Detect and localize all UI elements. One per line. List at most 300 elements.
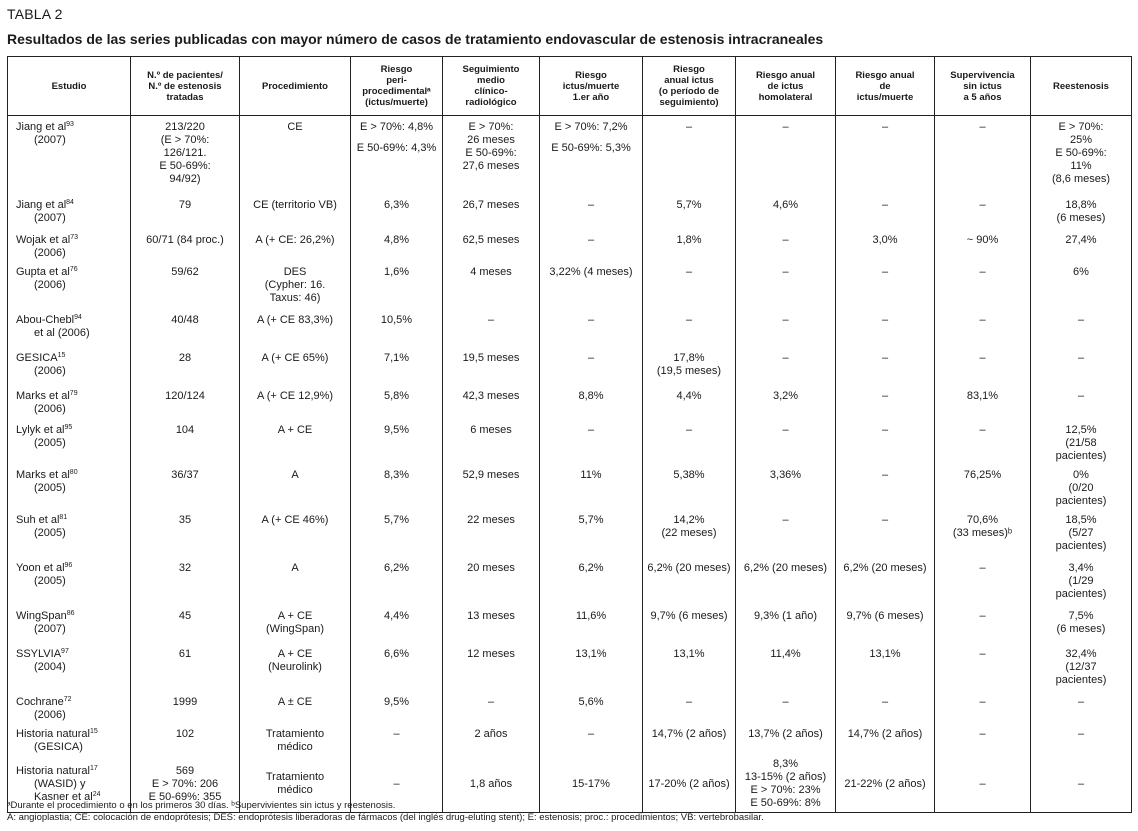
cell-restenosis xyxy=(1031,464,1132,509)
cell-annual-stroke-risk xyxy=(643,723,736,757)
header-line: medio xyxy=(477,75,505,86)
cell-annual-stroke-death-risk xyxy=(836,557,935,605)
cell-periprocedural-risk xyxy=(351,194,443,229)
cell-line: 27,4% xyxy=(1065,233,1097,246)
cell-risk-first-year xyxy=(540,309,643,347)
cell-annual-stroke-death-risk xyxy=(836,261,935,309)
cell-annual-stroke-risk xyxy=(643,691,736,723)
study-line xyxy=(16,514,127,527)
study-line xyxy=(16,623,127,636)
header-procedure xyxy=(240,57,351,116)
cell-line: (8,6 meses) xyxy=(1051,173,1111,185)
cell-line: 4 meses xyxy=(470,265,512,278)
cell-study xyxy=(8,309,131,347)
table-row xyxy=(8,309,1132,347)
cell-line: – xyxy=(979,647,986,660)
table-row xyxy=(8,385,1132,419)
cell-line: 60/71 (84 proc.) xyxy=(146,233,224,246)
cell-line: 569 xyxy=(175,764,195,777)
cell-procedure xyxy=(240,261,351,309)
cell-annual-stroke-risk xyxy=(643,347,736,385)
cell-line: – xyxy=(782,265,789,278)
cell-line: (5/27 xyxy=(1068,526,1094,539)
cell-line: 7,5% xyxy=(1068,609,1094,622)
cell-line: E > 70%: xyxy=(468,121,514,133)
cell-survival-5y xyxy=(935,464,1031,509)
cell-homolateral-stroke-risk xyxy=(736,116,836,194)
cell-line: 26,7 meses xyxy=(462,198,520,211)
cell-line: 9,5% xyxy=(383,423,410,436)
cell-line: 6,2% xyxy=(383,561,410,574)
study-line xyxy=(16,212,127,225)
study-text: SSYLVIA xyxy=(16,647,62,660)
table-title: Resultados de las series publicadas con mayor número de casos de tratamiento endovascular de estenosis intracraneales xyxy=(7,31,824,47)
header-line: tratadas xyxy=(166,91,204,103)
cell-line: 9,3% (1 año) xyxy=(754,609,817,622)
study-line xyxy=(16,482,127,495)
study-line xyxy=(16,424,127,437)
cell-line: 11,6% xyxy=(575,609,607,622)
reference-superscript: 84 xyxy=(66,198,74,206)
cell-line: – xyxy=(587,351,595,364)
cell-line: – xyxy=(685,121,693,133)
cell-line: 5,7% xyxy=(676,198,702,211)
cell-restenosis xyxy=(1031,309,1132,347)
cell-line: – xyxy=(393,727,400,740)
cell-line: (WingSpan) xyxy=(265,622,325,635)
cell-line: – xyxy=(685,313,693,326)
cell-line: – xyxy=(881,265,889,278)
study-line xyxy=(16,234,127,247)
cell-line: 120/124 xyxy=(165,389,205,402)
cell-line: 32 xyxy=(178,561,192,574)
cell-line: 27,6 meses xyxy=(462,160,520,172)
table-row xyxy=(8,347,1132,385)
cell-followup xyxy=(443,309,540,347)
cell-line: 25% xyxy=(1069,134,1093,146)
cell-line: 52,9 meses xyxy=(462,468,520,481)
header-line: clínico- xyxy=(474,86,508,97)
cell-annual-stroke-risk xyxy=(643,385,736,419)
cell-patients-stenoses xyxy=(131,116,240,194)
cell-risk-first-year xyxy=(540,691,643,723)
cell-followup xyxy=(443,385,540,419)
cell-line: A ± CE xyxy=(277,695,313,708)
cell-line: – xyxy=(685,695,693,708)
results-table xyxy=(7,56,1132,813)
cell-survival-5y xyxy=(935,309,1031,347)
reference-superscript: 93 xyxy=(66,121,74,128)
cell-homolateral-stroke-risk xyxy=(736,309,836,347)
cell-annual-stroke-risk xyxy=(643,419,736,464)
header-risk-first-year xyxy=(540,57,643,116)
cell-study xyxy=(8,605,131,643)
cell-survival-5y xyxy=(935,347,1031,385)
cell-periprocedural-risk xyxy=(351,557,443,605)
cell-line: (6 meses) xyxy=(1056,211,1106,224)
cell-line: 7,1% xyxy=(383,351,410,364)
cell-line: pacientes) xyxy=(1055,449,1107,462)
cell-survival-5y xyxy=(935,605,1031,643)
cell-line: 14,7% (2 años) xyxy=(847,727,923,740)
cell-followup xyxy=(443,194,540,229)
header-line: Riesgo xyxy=(673,64,705,75)
table-row xyxy=(8,229,1132,261)
header-line: peri- xyxy=(386,75,407,86)
study-text: Kasner et al xyxy=(34,790,93,803)
cell-restenosis xyxy=(1031,557,1132,605)
study-line xyxy=(16,279,127,292)
cell-line: 1,8% xyxy=(676,233,702,246)
cell-line: 13,7% (2 años) xyxy=(748,727,823,740)
cell-line: – xyxy=(881,389,889,402)
study-text: Yoon et al xyxy=(16,561,65,574)
cell-annual-stroke-death-risk xyxy=(836,643,935,691)
cell-periprocedural-risk xyxy=(351,643,443,691)
cell-line: pacientes) xyxy=(1055,539,1107,552)
cell-line: (19,5 meses) xyxy=(656,364,722,377)
cell-line: 6,2% xyxy=(578,561,604,574)
cell-followup xyxy=(443,261,540,309)
cell-line: 1,6% xyxy=(383,265,410,278)
footnote-superscripts: ᵃDurante el procedimiento o en los primeros 30 días. ᵇSupervivientes sin ictus y reestenosis. xyxy=(7,800,396,811)
cell-homolateral-stroke-risk xyxy=(736,605,836,643)
cell-line: CE xyxy=(287,121,303,133)
cell-line: – xyxy=(587,313,595,326)
cell-patients-stenoses xyxy=(131,723,240,757)
cell-periprocedural-risk xyxy=(351,509,443,557)
cell-line: – xyxy=(979,121,986,133)
cell-patients-stenoses xyxy=(131,194,240,229)
cell-survival-5y xyxy=(935,261,1031,309)
header-line: ictus/muerte xyxy=(856,91,914,103)
study-line xyxy=(16,314,127,327)
reference-superscript: 17 xyxy=(89,764,98,772)
cell-study xyxy=(8,557,131,605)
study-line xyxy=(16,390,127,403)
cell-survival-5y xyxy=(935,643,1031,691)
cell-homolateral-stroke-risk xyxy=(736,261,836,309)
cell-procedure xyxy=(240,464,351,509)
header-line: sin ictus xyxy=(963,80,1002,92)
header-annual-stroke-death-risk xyxy=(836,57,935,116)
cell-line: médico xyxy=(277,740,313,753)
cell-annual-stroke-death-risk xyxy=(836,605,935,643)
cell-line: 18,5% xyxy=(1065,513,1097,526)
cell-line: 21-22% (2 años) xyxy=(844,777,926,790)
table-row xyxy=(8,643,1132,691)
study-line xyxy=(16,121,127,134)
cell-followup xyxy=(443,605,540,643)
study-text: (2006) xyxy=(34,278,66,291)
cell-line: 13-15% (2 años) xyxy=(744,771,827,784)
cell-line: – xyxy=(1077,695,1085,708)
cell-followup xyxy=(443,723,540,757)
cell-line: – xyxy=(979,609,986,622)
cell-line: – xyxy=(979,777,986,790)
cell-restenosis xyxy=(1031,419,1132,464)
cell-risk-first-year xyxy=(540,464,643,509)
cell-risk-first-year xyxy=(540,194,643,229)
study-text: (2005) xyxy=(34,481,66,494)
cell-line: 126/121. xyxy=(163,147,207,159)
cell-line: 70,6% xyxy=(966,513,999,526)
cell-restenosis xyxy=(1031,229,1132,261)
cell-homolateral-stroke-risk xyxy=(736,509,836,557)
cell-followup xyxy=(443,464,540,509)
cell-patients-stenoses xyxy=(131,419,240,464)
cell-patients-stenoses xyxy=(131,557,240,605)
cell-restenosis xyxy=(1031,723,1132,757)
cell-patients-stenoses xyxy=(131,385,240,419)
header-followup xyxy=(443,57,540,116)
cell-line: (6 meses) xyxy=(1056,622,1106,635)
cell-study xyxy=(8,261,131,309)
cell-line: – xyxy=(979,727,986,740)
cell-study xyxy=(8,116,131,194)
cell-line: E > 70%: 7,2% xyxy=(554,121,628,133)
cell-line: 11,4% xyxy=(770,647,801,660)
cell-line: – xyxy=(1077,313,1085,326)
cell-line: 0% xyxy=(1073,468,1089,481)
cell-line: E 50-69%: 355 xyxy=(148,790,222,803)
cell-line: A + CE xyxy=(277,609,313,622)
cell-followup xyxy=(443,116,540,194)
cell-line: – xyxy=(979,198,986,211)
cell-line: pacientes) xyxy=(1055,494,1107,507)
reference-superscript: 24 xyxy=(92,790,101,798)
study-line xyxy=(16,562,127,575)
footnote-abbreviations: A: angioplastia; CE: colocación de endoprótesis; DES: endoprótesis liberadoras de fármacos (del inglés drug-eluting stent); E: estenosis; proc.: procedimientos; VB: vertebrobasilar. xyxy=(7,812,764,823)
cell-line: 5,7% xyxy=(578,513,604,526)
header-line: Seguimiento xyxy=(462,64,520,75)
cell-line: – xyxy=(587,727,595,740)
cell-line: – xyxy=(782,233,789,246)
cell-line: (12/37 xyxy=(1065,660,1097,673)
study-text: (2006) xyxy=(34,246,66,259)
cell-annual-stroke-risk xyxy=(643,194,736,229)
cell-line: A + CE xyxy=(277,423,313,436)
cell-periprocedural-risk xyxy=(351,385,443,419)
cell-periprocedural-risk xyxy=(351,464,443,509)
study-text: GESICA xyxy=(16,351,58,364)
cell-line: 59/62 xyxy=(171,265,199,278)
study-text: Lylyk et al xyxy=(16,423,65,436)
cell-line: E > 70%: xyxy=(1058,121,1104,133)
cell-restenosis xyxy=(1031,643,1132,691)
cell-line: 102 xyxy=(175,727,195,740)
cell-line: pacientes) xyxy=(1055,673,1107,686)
cell-line: 4,4% xyxy=(676,389,702,402)
cell-line: 9,5% xyxy=(383,695,410,708)
cell-line: CE (territorio VB) xyxy=(253,198,337,211)
header-patients-stenoses xyxy=(131,57,240,116)
cell-homolateral-stroke-risk xyxy=(736,643,836,691)
cell-line: 42,3 meses xyxy=(462,389,520,402)
cell-line: A (+ CE 83,3%) xyxy=(256,313,334,326)
cell-line: E > 70%: 4,8% xyxy=(359,121,434,133)
cell-line: A (+ CE 46%) xyxy=(261,513,329,526)
header-line: Riesgo anual xyxy=(855,69,915,81)
cell-line: – xyxy=(881,121,889,133)
study-text: (2007) xyxy=(34,134,66,146)
study-line xyxy=(16,527,127,540)
cell-restenosis xyxy=(1031,116,1132,194)
cell-homolateral-stroke-risk xyxy=(736,347,836,385)
cell-line: A (+ CE 65%) xyxy=(261,351,329,364)
cell-line: (Neurolink) xyxy=(268,660,322,673)
cell-patients-stenoses xyxy=(131,309,240,347)
cell-line: (E > 70%: xyxy=(160,134,210,146)
cell-line: 79 xyxy=(178,198,192,211)
cell-line: E 50-69%: xyxy=(159,160,211,172)
cell-line: 5,6% xyxy=(578,695,604,708)
study-text: (GESICA) xyxy=(34,740,83,753)
cell-line: 4,6% xyxy=(772,198,799,211)
header-survival-5y xyxy=(935,57,1031,116)
cell-survival-5y xyxy=(935,419,1031,464)
cell-line: 11% xyxy=(580,468,602,481)
reference-superscript: 96 xyxy=(64,561,73,569)
cell-annual-stroke-risk xyxy=(643,309,736,347)
cell-followup xyxy=(443,691,540,723)
cell-procedure xyxy=(240,419,351,464)
cell-risk-first-year xyxy=(540,261,643,309)
cell-periprocedural-risk xyxy=(351,691,443,723)
study-text: Jiang et al xyxy=(16,121,67,133)
cell-line: A xyxy=(291,561,299,574)
cell-periprocedural-risk xyxy=(351,309,443,347)
study-line xyxy=(16,134,127,147)
cell-procedure xyxy=(240,643,351,691)
reference-superscript: 73 xyxy=(70,233,79,241)
cell-line: pacientes) xyxy=(1055,587,1107,600)
cell-risk-first-year xyxy=(540,605,643,643)
cell-line xyxy=(543,134,639,142)
cell-line: 19,5 meses xyxy=(462,351,520,364)
study-text: (2006) xyxy=(34,364,66,377)
header-line: Procedimiento xyxy=(262,80,328,92)
cell-line: (1/29 xyxy=(1068,574,1094,587)
cell-homolateral-stroke-risk xyxy=(736,723,836,757)
cell-line: 5,8% xyxy=(383,389,410,402)
cell-annual-stroke-risk xyxy=(643,605,736,643)
cell-line: 45 xyxy=(178,609,192,622)
cell-line: 6,3% xyxy=(383,198,410,211)
cell-line: 17,8% xyxy=(673,351,705,364)
reference-superscript: 15 xyxy=(57,351,66,359)
cell-patients-stenoses xyxy=(131,605,240,643)
cell-procedure xyxy=(240,509,351,557)
reference-superscript: 72 xyxy=(63,695,72,703)
cell-annual-stroke-risk xyxy=(643,229,736,261)
study-text: Marks et al xyxy=(16,389,70,402)
header-line: Reestenosis xyxy=(1053,80,1109,92)
cell-line: 6,6% xyxy=(383,647,410,660)
cell-annual-stroke-death-risk xyxy=(836,229,935,261)
study-text: (2007) xyxy=(34,211,66,224)
study-text: Cochrane xyxy=(16,695,64,708)
study-line xyxy=(16,778,127,791)
cell-risk-first-year xyxy=(540,509,643,557)
cell-procedure xyxy=(240,557,351,605)
cell-line: 40/48 xyxy=(171,313,199,326)
study-text: Gupta et al xyxy=(16,265,70,278)
table-row xyxy=(8,261,1132,309)
cell-line: (22 meses) xyxy=(661,526,717,539)
cell-study xyxy=(8,509,131,557)
cell-line: 13,1% xyxy=(575,647,607,660)
cell-line: – xyxy=(979,561,986,574)
cell-annual-stroke-death-risk xyxy=(836,691,935,723)
study-line xyxy=(16,728,127,741)
cell-risk-first-year xyxy=(540,723,643,757)
study-line xyxy=(16,247,127,260)
header-row xyxy=(8,57,1132,116)
cell-patients-stenoses xyxy=(131,643,240,691)
reference-superscript: 79 xyxy=(69,389,78,397)
cell-survival-5y xyxy=(935,691,1031,723)
cell-study xyxy=(8,385,131,419)
cell-line: 13,1% xyxy=(869,647,901,660)
cell-annual-stroke-death-risk xyxy=(836,194,935,229)
cell-annual-stroke-death-risk xyxy=(836,116,935,194)
cell-line: – xyxy=(881,351,889,364)
cell-line: 1999 xyxy=(172,695,198,708)
cell-line: 1,8 años xyxy=(469,777,513,790)
cell-line: 32,4% xyxy=(1065,647,1097,660)
cell-line: 8,3% xyxy=(772,758,799,771)
study-line xyxy=(16,610,127,623)
cell-restenosis xyxy=(1031,509,1132,557)
header-line: N.º de estenosis xyxy=(148,80,222,92)
cell-line: – xyxy=(979,313,986,326)
cell-line: (0/20 xyxy=(1068,481,1094,494)
cell-procedure xyxy=(240,385,351,419)
cell-restenosis xyxy=(1031,347,1132,385)
cell-line: – xyxy=(685,423,693,436)
cell-homolateral-stroke-risk xyxy=(736,464,836,509)
cell-periprocedural-risk xyxy=(351,116,443,194)
cell-homolateral-stroke-risk xyxy=(736,229,836,261)
cell-procedure xyxy=(240,309,351,347)
cell-annual-stroke-death-risk xyxy=(836,309,935,347)
cell-line: – xyxy=(881,423,889,436)
cell-line: – xyxy=(881,513,889,526)
study-text: et al (2006) xyxy=(34,326,90,339)
header-line: (o período de xyxy=(658,86,720,97)
cell-line: – xyxy=(979,423,986,436)
cell-line: – xyxy=(782,351,789,364)
cell-risk-first-year xyxy=(540,419,643,464)
cell-risk-first-year xyxy=(540,229,643,261)
cell-line: 13 meses xyxy=(467,609,515,622)
cell-restenosis xyxy=(1031,691,1132,723)
cell-line: – xyxy=(782,121,789,133)
reference-superscript: 80 xyxy=(69,468,78,476)
reference-superscript: 76 xyxy=(69,265,78,273)
cell-annual-stroke-risk xyxy=(643,116,736,194)
cell-line: 3,36% xyxy=(769,468,802,481)
cell-line: A (+ CE 12,9%) xyxy=(256,389,334,402)
cell-procedure xyxy=(240,723,351,757)
cell-line: 6% xyxy=(1073,265,1089,278)
table-row xyxy=(8,194,1132,229)
cell-line: 62,5 meses xyxy=(462,233,520,246)
cell-line: Tratamiento xyxy=(265,771,325,784)
cell-line xyxy=(354,134,439,142)
study-text: Historia natural xyxy=(16,727,90,740)
